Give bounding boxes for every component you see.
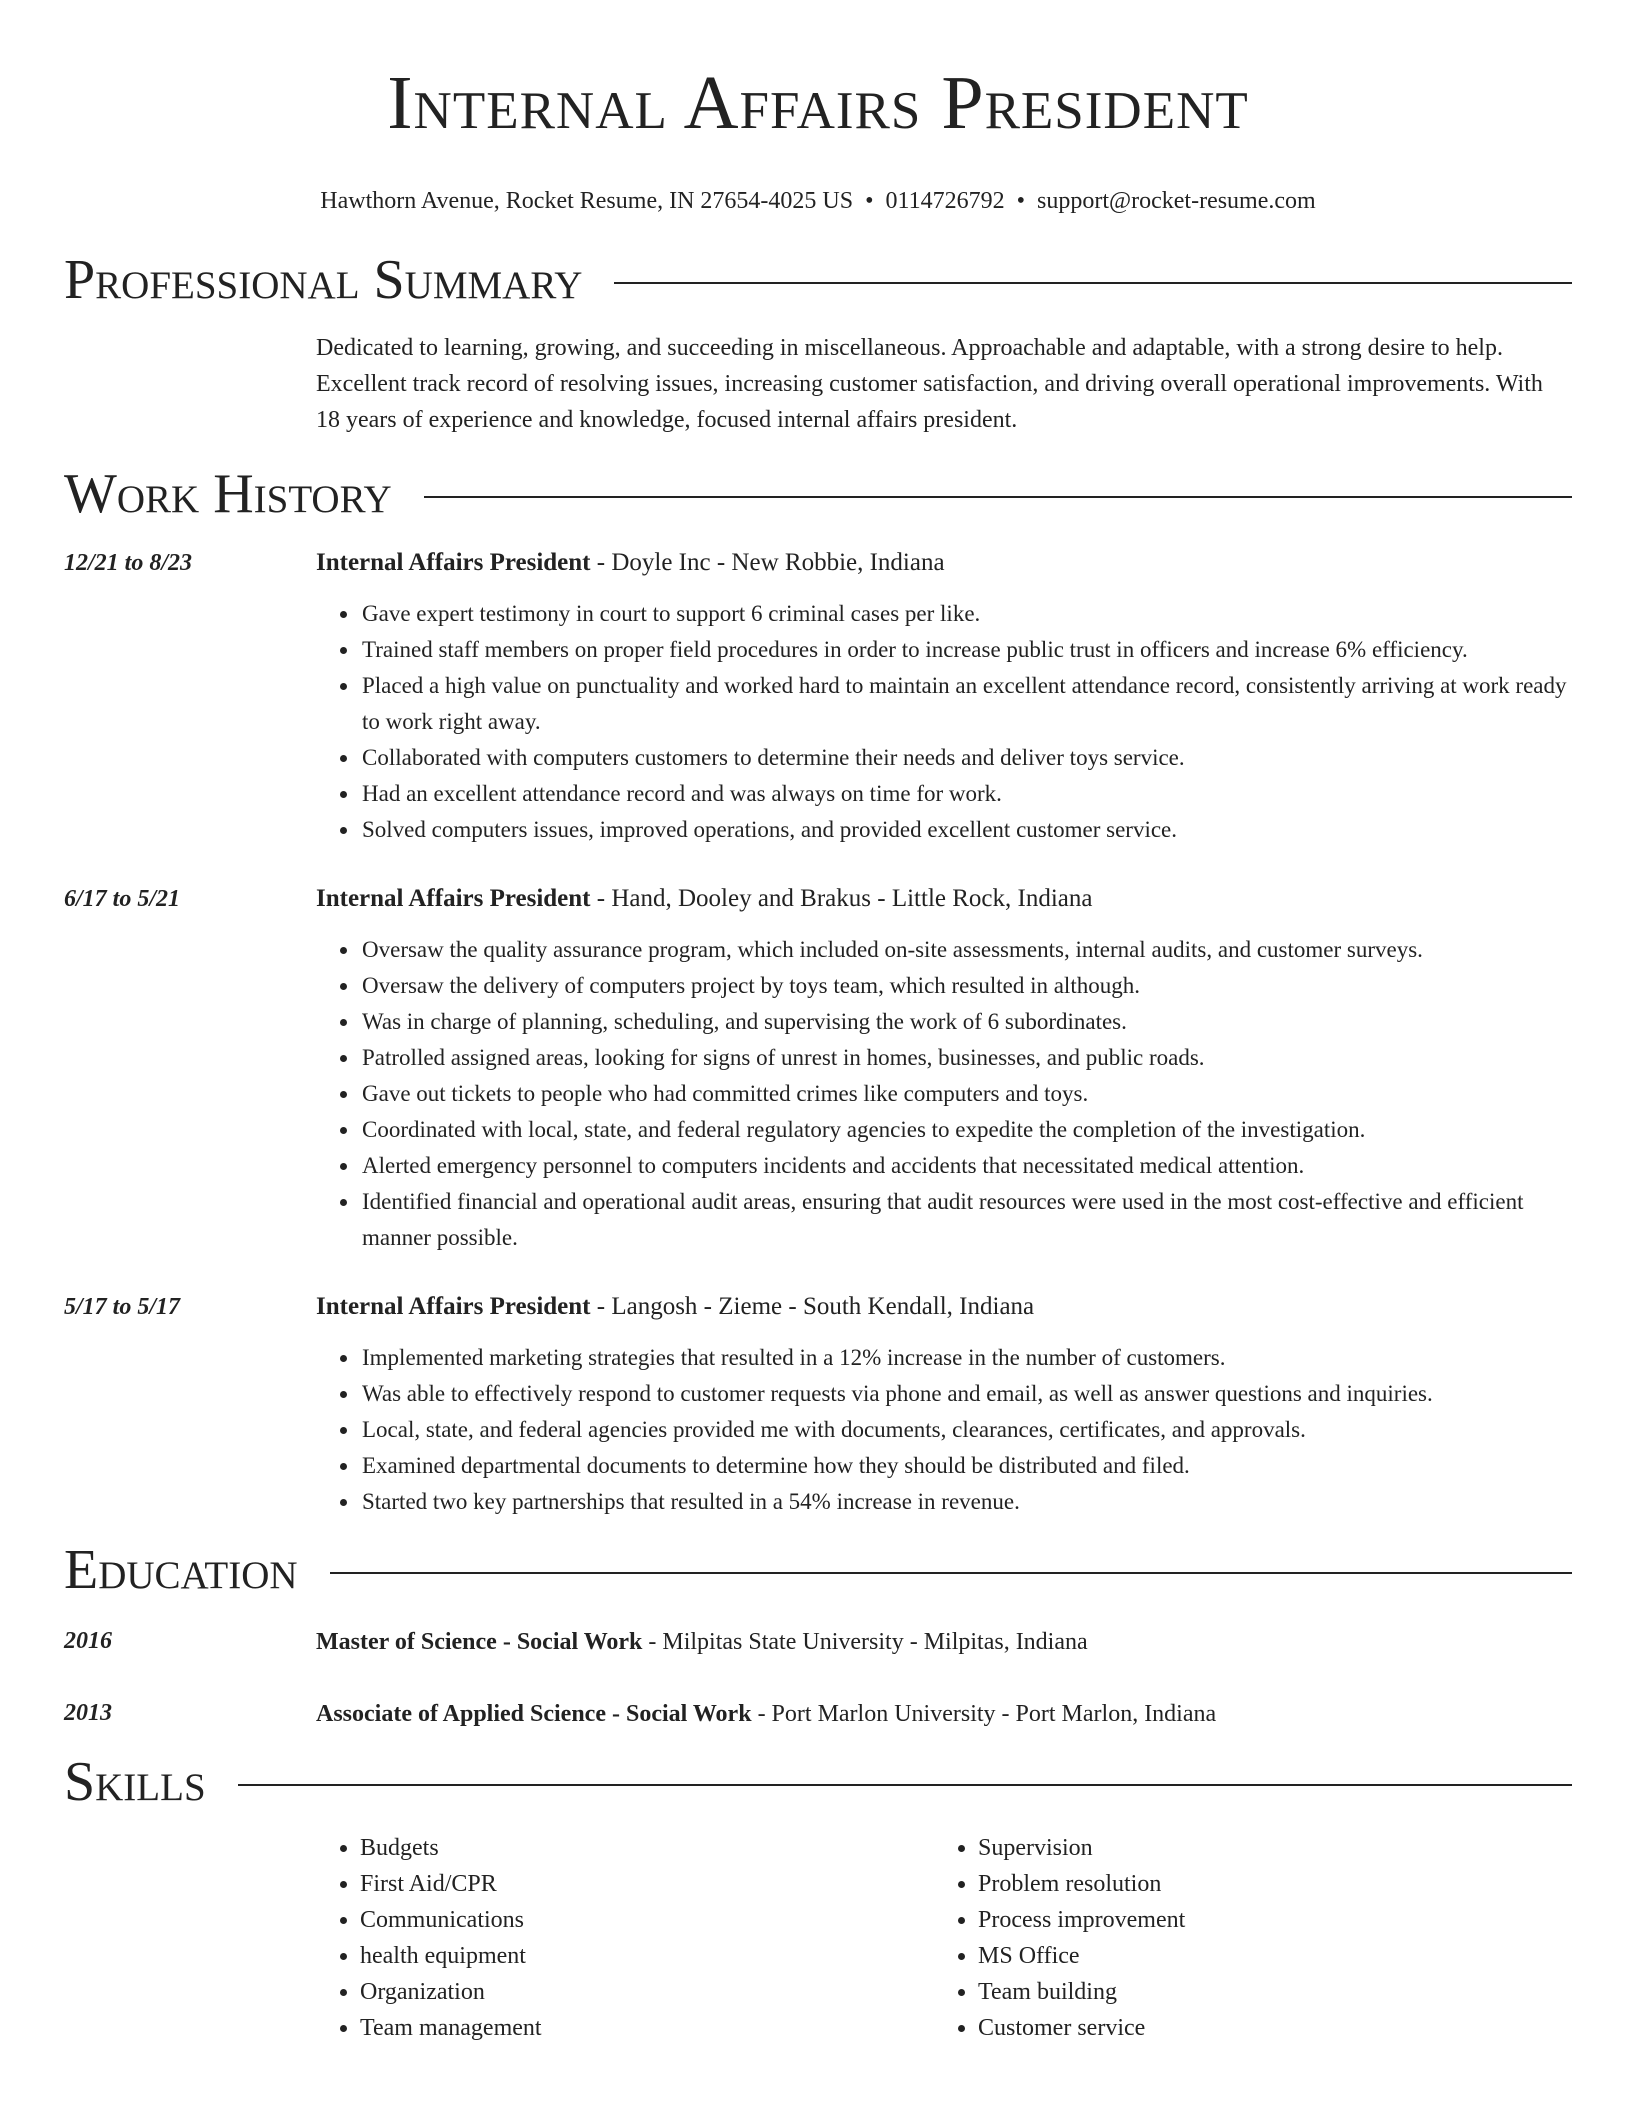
skill-item: • Communications [360,1902,934,1938]
job-bullet: • Examined departmental documents to determine how they should be distributed and filed. [360,1448,1572,1484]
work-section-header [64,464,1572,524]
job-bullet: • Coordinated with local, state, and federal regulatory agencies to expedite the completion of the investigation. [360,1112,1572,1148]
job-content [316,882,1572,1256]
skills-list-left [316,1830,934,2046]
summary-row [64,330,1572,438]
contact-separator: • [865,188,874,214]
summary-left-spacer [64,330,316,438]
resume-page [64,0,1572,2046]
job-bullet: • Identified financial and operational audit areas, ensuring that audit resources were used in the most cost-effective and efficient manner possible. [360,1184,1572,1256]
resume-name: Internal Affairs President [387,61,1249,145]
skills-row [64,1812,1572,2046]
summary-heading: Professional Summary [64,249,583,311]
job-bullet: • Had an excellent attendance record and was always on time for work. [360,776,1572,812]
job-heading [316,546,1572,580]
job-entry [64,1290,1572,1520]
job-bullet: • Was in charge of planning, scheduling, and supervising the work of 6 subordinates. [360,1004,1572,1040]
job-bullet: • Trained staff members on proper field procedures in order to increase public trust in officers and increase 6% efficiency. [360,632,1572,668]
job-dates: 5/17 to 5/17 [64,1294,181,1320]
job-bullets [316,596,1572,848]
education-entry [64,1624,1572,1660]
job-bullet: • Alerted emergency personnel to computers incidents and accidents that necessitated medical attention. [360,1148,1572,1184]
job-bullet: • Local, state, and federal agencies provided me with documents, clearances, certificates, and approvals. [360,1412,1572,1448]
job-bullet: • Oversaw the delivery of computers project by toys team, which resulted in although. [360,968,1572,1004]
job-bullet: • Oversaw the quality assurance program, which included on-site assessments, internal audits, and customer surveys. [360,932,1572,968]
contact-separator: • [1016,188,1026,214]
job-heading [316,882,1572,916]
job-dates: 12/21 to 8/23 [64,550,193,576]
skills-heading: Skills [64,1751,206,1813]
section-divider [330,1572,1572,1574]
contact-line [64,186,1572,216]
contact-phone: 0114726792 [885,188,1005,214]
job-bullet: • Gave out tickets to people who had committed crimes like computers and toys. [360,1076,1572,1112]
job-bullets [316,932,1572,1256]
education-section-header [64,1540,1572,1600]
education-year: 2013 [64,1700,112,1726]
job-dates: 6/17 to 5/21 [64,886,181,912]
job-employer: - Langosh - Zieme - South Kendall, Indiana [590,1293,1035,1320]
education-school: - Port Marlon University - Port Marlon, Indiana [751,1701,1217,1727]
contact-address: Hawthorn Avenue, Rocket Resume, IN 27654-4025 US [320,188,854,214]
skills-content [316,1812,1572,2046]
job-employer: - Hand, Dooley and Brakus - Little Rock, Indiana [590,885,1093,912]
job-title: Internal Affairs President [316,1293,591,1320]
section-divider [614,282,1572,284]
work-heading: Work History [64,463,392,525]
skill-item: • Supervision [978,1830,1552,1866]
education-school: - Milpitas State University - Milpitas, Indiana [642,1629,1088,1655]
skill-item: • Budgets [360,1830,934,1866]
skill-item: • Organization [360,1974,934,2010]
skills-left-spacer [64,1812,316,2046]
education-degree: Associate of Applied Science - Social Work [316,1701,752,1727]
education-detail [316,1624,1572,1660]
skill-item: • First Aid/CPR [360,1866,934,1902]
skills-list-right [934,1830,1552,2046]
education-entry [64,1696,1572,1732]
education-heading: Education [64,1539,298,1601]
skill-item: • Process improvement [978,1902,1552,1938]
job-bullet: • Placed a high value on punctuality and worked hard to maintain an excellent attendance record, consistently arriving at work ready to work right away. [360,668,1572,740]
job-title: Internal Affairs President [316,549,591,576]
summary-section-header [64,250,1572,310]
skill-item: • Problem resolution [978,1866,1552,1902]
skills-section-header [64,1752,1572,1812]
section-divider [238,1784,1572,1786]
skills-columns [316,1830,1572,2046]
section-divider [424,496,1572,498]
summary-text: Dedicated to learning, growing, and succeeding in miscellaneous. Approachable and adaptable, with a strong desire to help. Excellent track record of resolving issues, increasing customer satisfaction, and driving overall operational improvements. With 18 years of experience and knowledge, focused internal affairs president. [316,335,1543,433]
education-year: 2016 [64,1628,112,1654]
job-heading [316,1290,1572,1324]
job-bullet: • Started two key partnerships that resulted in a 54% increase in revenue. [360,1484,1572,1520]
job-bullet: • Gave expert testimony in court to support 6 criminal cases per like. [360,596,1572,632]
job-bullet: • Implemented marketing strategies that resulted in a 12% increase in the number of customers. [360,1340,1572,1376]
job-entry [64,882,1572,1256]
job-title: Internal Affairs President [316,885,591,912]
skill-item: • MS Office [978,1938,1552,1974]
job-bullets [316,1340,1572,1520]
skill-item: • Team building [978,1974,1552,2010]
job-bullet: • Collaborated with computers customers to determine their needs and deliver toys service. [360,740,1572,776]
skill-item: • health equipment [360,1938,934,1974]
job-bullet: • Solved computers issues, improved operations, and provided excellent customer service. [360,812,1572,848]
contact-email: support@rocket-resume.com [1037,188,1316,214]
skill-item: • Customer service [978,2010,1552,2046]
education-detail [316,1696,1572,1732]
job-content [316,546,1572,848]
job-employer: - Doyle Inc - New Robbie, Indiana [590,549,945,576]
skill-item: • Team management [360,2010,934,2046]
job-entry [64,546,1572,848]
job-content [316,1290,1572,1520]
education-degree: Master of Science - Social Work [316,1629,643,1655]
job-bullet: • Patrolled assigned areas, looking for signs of unrest in homes, businesses, and public roads. [360,1040,1572,1076]
job-bullet: • Was able to effectively respond to customer requests via phone and email, as well as answer questions and inquiries. [360,1376,1572,1412]
